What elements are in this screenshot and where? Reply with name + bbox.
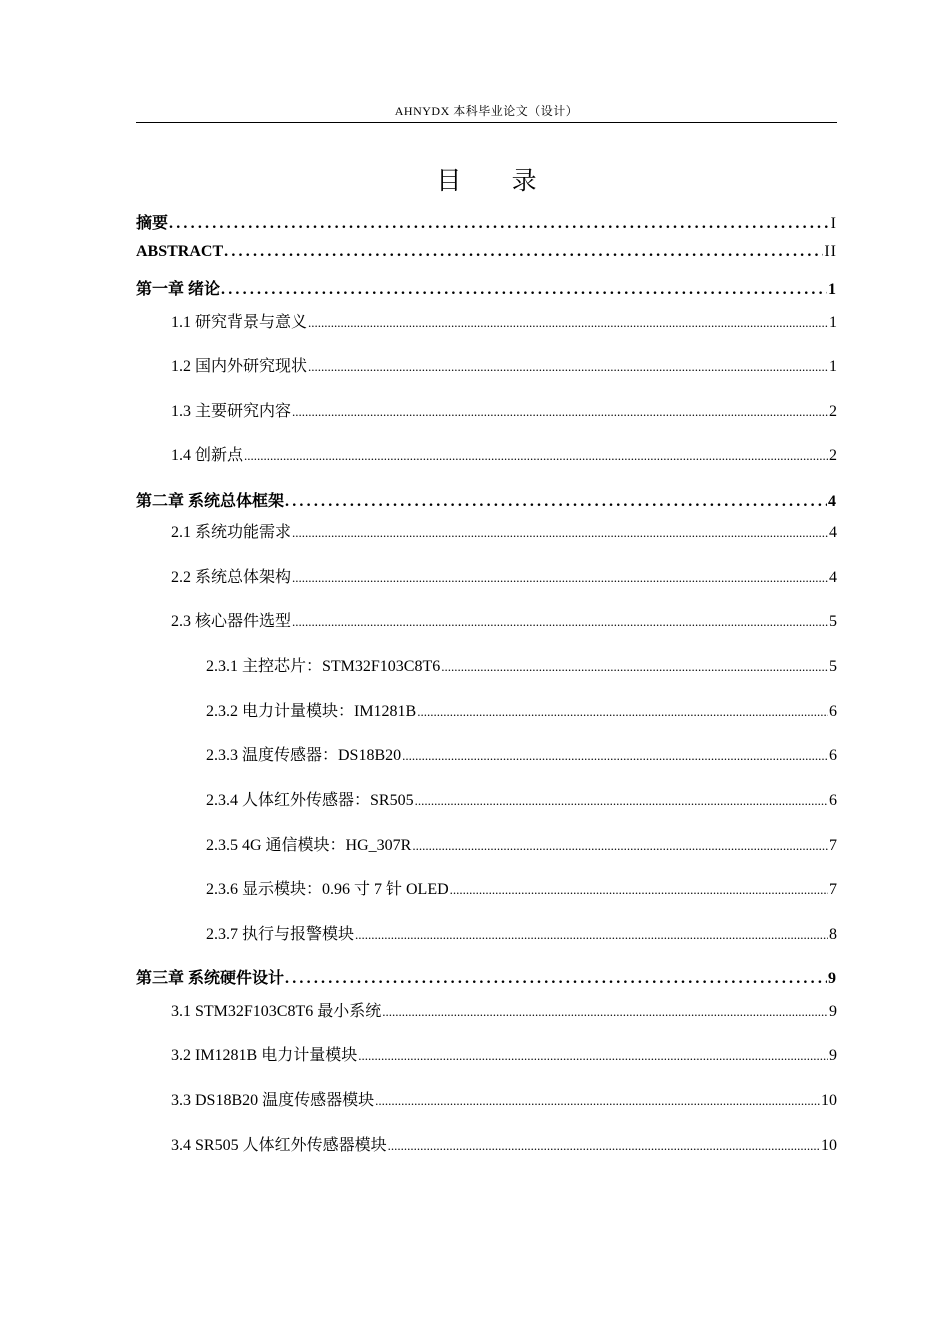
toc-entry-label: 2.3.2 电力计量模块：IM1281B	[206, 703, 417, 720]
toc-entry-page-number: 5	[829, 658, 837, 675]
toc-entry-label: 2.3.6 显示模块：0.96 寸 7 针 OLED	[206, 881, 449, 898]
toc-dot-leader	[224, 243, 823, 261]
toc-entry-page-number: 6	[829, 747, 837, 764]
toc-entry-label: 2.2 系统总体架构	[171, 569, 292, 586]
toc-section-entry[interactable]	[136, 398, 837, 431]
toc-entry-label: 2.3.1 主控芯片：STM32F103C8T6	[206, 658, 441, 675]
toc-dot-leader	[388, 1138, 820, 1154]
toc-subsection-entry[interactable]	[136, 921, 837, 954]
toc-dot-leader	[169, 215, 830, 233]
toc-subsection-entry[interactable]	[136, 698, 837, 731]
toc-entry-label: 2.3.5 4G 通信模块：HG_307R	[206, 837, 412, 854]
toc-entry-page-number: 5	[829, 613, 837, 630]
toc-dot-leader	[415, 793, 828, 809]
toc-entry-label: 2.3.4 人体红外传感器：SR505	[206, 792, 414, 809]
toc-entry-label: 第一章 绪论	[136, 281, 221, 298]
toc-entry-label: 1.3 主要研究内容	[171, 403, 292, 420]
toc-section-entry[interactable]	[136, 1132, 837, 1165]
toc-dot-leader	[417, 704, 828, 720]
toc-entry-page-number: 7	[829, 837, 837, 854]
toc-dot-leader	[244, 448, 828, 464]
toc-entry-page-number: 4	[828, 493, 837, 510]
toc-entry-page-number: 8	[829, 926, 837, 943]
toc-chapter-entry[interactable]	[136, 488, 837, 521]
page-header: AHNYDX 本科毕业论文（设计）	[394, 104, 579, 118]
toc-subsection-entry[interactable]	[136, 653, 837, 686]
toc-entry-page-number: 1	[829, 314, 837, 331]
toc-section-entry[interactable]	[136, 309, 837, 342]
toc-entry-page-number: 4	[829, 524, 837, 541]
toc-entry-label: 第三章 系统硬件设计	[136, 970, 285, 987]
toc-dot-leader	[308, 315, 828, 331]
toc-chapter-entry[interactable]	[136, 276, 837, 309]
toc-dot-leader	[308, 359, 828, 375]
toc-entry-page-number: 9	[829, 1047, 837, 1064]
toc-entry-page-number: 2	[829, 447, 837, 464]
toc-entry-page-number: 2	[829, 403, 837, 420]
toc-entry-page-number: 6	[829, 703, 837, 720]
toc-section-entry[interactable]	[136, 608, 837, 641]
toc-entry-page-number: 7	[829, 881, 837, 898]
toc-dot-leader	[375, 1093, 820, 1109]
toc-dot-leader	[450, 882, 828, 898]
toc-entry-label: 1.4 创新点	[171, 447, 244, 464]
toc-entry-label: 2.3.7 执行与报警模块	[206, 926, 355, 943]
toc-subsection-entry[interactable]	[136, 742, 837, 775]
toc-section-entry[interactable]	[136, 519, 837, 552]
toc-entry-page-number: 1	[828, 281, 837, 298]
toc-dot-leader	[441, 659, 828, 675]
toc-entry-page-number: 10	[821, 1092, 837, 1109]
toc-chapter-entry[interactable]	[136, 965, 837, 998]
toc-dot-leader	[221, 281, 827, 299]
toc-entry-label: 3.1 STM32F103C8T6 最小系统	[171, 1003, 382, 1020]
header-rule	[136, 122, 837, 123]
toc-section-entry[interactable]	[136, 1042, 837, 1075]
toc-section-entry[interactable]	[136, 442, 837, 475]
toc-dot-leader	[412, 838, 828, 854]
toc-entry-page-number: 4	[829, 569, 837, 586]
toc-entry-page-number: I	[830, 215, 837, 232]
toc-entry-label: 摘要	[136, 215, 169, 232]
toc-dot-leader	[292, 404, 828, 420]
toc-entry-label: 3.3 DS18B20 温度传感器模块	[171, 1092, 375, 1109]
toc-section-entry[interactable]	[136, 564, 837, 597]
toc-dot-leader	[292, 525, 828, 541]
toc-entry-page-number: 9	[829, 1003, 837, 1020]
toc-dot-leader	[285, 493, 827, 511]
toc-chapter-entry[interactable]	[136, 243, 837, 276]
toc-entry-label: 2.3.3 温度传感器：DS18B20	[206, 747, 402, 764]
toc-chapter-entry[interactable]	[136, 210, 837, 243]
toc-entry-label: 2.1 系统功能需求	[171, 524, 292, 541]
toc-subsection-entry[interactable]	[136, 832, 837, 865]
toc-dot-leader	[402, 748, 828, 764]
toc-entry-label: ABSTRACT	[136, 243, 224, 260]
toc-entry-label: 2.3 核心器件选型	[171, 613, 292, 630]
toc-section-entry[interactable]	[136, 998, 837, 1031]
toc-entry-page-number: II	[824, 243, 837, 260]
toc-dot-leader	[382, 1004, 828, 1020]
toc-entry-page-number: 9	[828, 970, 837, 987]
toc-subsection-entry[interactable]	[136, 876, 837, 909]
toc-dot-leader	[355, 927, 828, 943]
toc-entry-label: 3.4 SR505 人体红外传感器模块	[171, 1137, 387, 1154]
toc-entry-page-number: 1	[829, 358, 837, 375]
toc-entry-page-number: 10	[821, 1137, 837, 1154]
toc-title: 目 录	[436, 168, 559, 195]
toc-entry-page-number: 6	[829, 792, 837, 809]
toc-dot-leader	[285, 970, 827, 988]
toc-section-entry[interactable]	[136, 353, 837, 386]
toc-entry-label: 第二章 系统总体框架	[136, 493, 285, 510]
toc-entry-label: 1.1 研究背景与意义	[171, 314, 308, 331]
toc-entry-label: 3.2 IM1281B 电力计量模块	[171, 1047, 358, 1064]
toc-entry-label: 1.2 国内外研究现状	[171, 358, 308, 375]
toc-subsection-entry[interactable]	[136, 787, 837, 820]
toc-dot-leader	[292, 570, 828, 586]
toc-dot-leader	[358, 1048, 828, 1064]
toc-section-entry[interactable]	[136, 1087, 837, 1120]
toc-dot-leader	[292, 614, 828, 630]
